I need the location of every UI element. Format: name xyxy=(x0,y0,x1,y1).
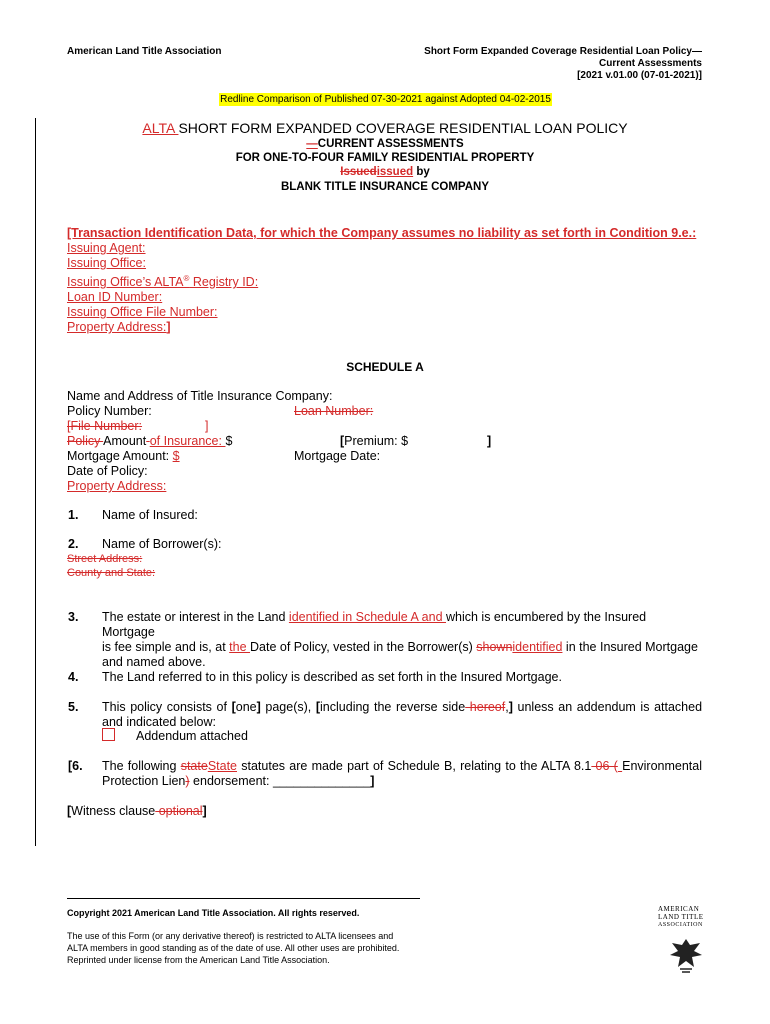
item-3-text xyxy=(102,610,702,670)
item-5-bracket-3: [ xyxy=(315,700,321,714)
premium-dollar: $ xyxy=(401,434,409,448)
witness-label: Witness clause xyxy=(71,804,156,818)
property-address-inserted: Property Address: xyxy=(67,479,167,493)
item-4-number: 4. xyxy=(68,670,79,684)
item-3 xyxy=(0,610,770,669)
item-1-text: Name of Insured: xyxy=(102,508,198,522)
header-form-sub: Current Assessments xyxy=(598,58,702,69)
file-number-del-close: ] xyxy=(205,419,209,433)
item-5-text xyxy=(102,700,702,730)
file-number-deleted xyxy=(67,419,385,434)
policy-title xyxy=(0,120,770,137)
registry-post: Registry ID: xyxy=(189,275,259,290)
schedule-a-heading: SCHEDULE A xyxy=(346,360,424,374)
policy-deleted: Policy xyxy=(67,434,104,448)
addendum-checkbox[interactable] xyxy=(102,728,115,741)
title-current-assessments: CURRENT ASSESSMENTS xyxy=(317,138,464,150)
premium-open-bracket: [ xyxy=(340,434,345,448)
title-by: by xyxy=(413,166,430,178)
item-6 xyxy=(0,759,770,789)
policy-number-label: Policy Number: xyxy=(67,404,152,418)
item-5-a1: This policy consists of xyxy=(102,700,232,714)
item-5-bracket-4: ] xyxy=(508,700,513,714)
footer-line-2: ALTA members in good standing as of the date of use. All other uses are prohibited. xyxy=(67,943,400,953)
logo-line-2: LAND TITLE xyxy=(658,913,704,921)
item-5-number: 5. xyxy=(68,700,79,714)
mortgage-amount-row xyxy=(67,449,180,464)
transaction-close-bracket: ] xyxy=(166,320,171,335)
title-company: BLANK TITLE INSURANCE COMPANY xyxy=(280,181,490,193)
transaction-heading: [Transaction Identification Data, for which the Company assumes no liability as set forth in Condition 9.e.: xyxy=(67,226,697,240)
item-6-text xyxy=(102,759,702,789)
company-name-label: Name and Address of Title Insurance Company: xyxy=(67,389,333,403)
title-alta-insert: ALTA xyxy=(142,120,179,136)
title-issued-deleted: Issued xyxy=(340,166,377,178)
item-1 xyxy=(0,508,770,523)
item-5-a2: page(s), xyxy=(260,700,316,714)
item-5-a3: including the reverse side xyxy=(320,700,466,714)
premium-close-bracket: ] xyxy=(487,434,492,448)
logo-line-3: ASSOCIATION xyxy=(658,922,703,928)
title-line-4 xyxy=(0,165,770,179)
title-main: SHORT FORM EXPANDED COVERAGE RESIDENTIAL LOAN POLICY xyxy=(178,120,628,136)
change-bar xyxy=(35,118,36,846)
title-issued-inserted: issued xyxy=(376,166,414,178)
date-of-policy-label: Date of Policy: xyxy=(67,464,148,478)
footer-line-3: Reprinted under license from the American Land Title Association. xyxy=(67,955,330,965)
issuing-office-field: Issuing Office: xyxy=(67,256,146,270)
item-4-text: The Land referred to in this policy is described as set forth in the Insured Mortgage. xyxy=(102,670,562,684)
premium-label: Premium: xyxy=(344,434,402,448)
transaction-data-block xyxy=(67,226,717,335)
item-3-c: and named above. xyxy=(102,655,206,669)
mortgage-dollar-inserted: $ xyxy=(172,449,180,463)
footer-notice xyxy=(67,930,399,966)
item-3-b2: Date of Policy, vested in the Borrower(s) xyxy=(250,640,477,654)
item-5-bracket-1: [ xyxy=(231,700,236,714)
item-2 xyxy=(0,537,770,552)
title-line-2 xyxy=(0,137,770,151)
item-6-a1: The following xyxy=(102,759,181,773)
item-5-b: and indicated below: xyxy=(102,715,216,729)
item-6-blank: ______________ xyxy=(272,774,371,788)
witness-close-bracket: ] xyxy=(202,804,207,818)
item-5-a5: unless an addendum is attached xyxy=(512,700,703,714)
title-line-3: FOR ONE-TO-FOUR FAMILY RESIDENTIAL PROPERTY xyxy=(235,152,535,164)
property-address-field xyxy=(67,320,717,335)
item-3-identified-inserted: identified xyxy=(512,640,563,654)
alta-logo xyxy=(658,905,708,975)
property-address-label: Property Address: xyxy=(67,320,167,335)
header-version: [2021 v.01.00 (07-01-2021)] xyxy=(577,70,702,81)
amount-label: Amount xyxy=(103,434,147,448)
footer-divider xyxy=(67,898,420,899)
loan-id-field: Loan ID Number: xyxy=(67,290,163,305)
item-2-number: 2. xyxy=(68,537,79,551)
file-number-del-text: [File Number: xyxy=(67,419,143,433)
street-address-deleted: Street Address: xyxy=(67,553,143,565)
witness-clause xyxy=(67,804,207,819)
item-2-text: Name of Borrower(s): xyxy=(102,537,222,551)
header-org: American Land Title Association xyxy=(67,46,222,57)
item-3-a1: The estate or interest in the Land xyxy=(102,610,289,624)
premium-row xyxy=(340,434,408,449)
item-6-b1: Protection Lien xyxy=(102,774,186,788)
eagle-icon xyxy=(666,935,706,975)
item-3-a2: which is encumbered by the Insured Mortgage xyxy=(102,610,647,639)
of-insurance-inserted: of Insurance: xyxy=(149,434,226,448)
item-5-hereof-deleted: hereof xyxy=(465,700,506,714)
file-number-field: Issuing Office File Number: xyxy=(67,305,218,320)
registry-mark: ® xyxy=(183,274,190,283)
item-5-one: one xyxy=(235,700,257,714)
amount-of-insurance-row xyxy=(67,434,232,449)
addendum-label: Addendum attached xyxy=(136,729,248,743)
item-6-number: [6. xyxy=(68,759,83,773)
item-3-shown-deleted: shown xyxy=(476,640,513,654)
county-state-deleted: County and State: xyxy=(67,567,156,579)
registry-pre: Issuing Office’s ALTA xyxy=(67,275,184,290)
item-3-b1: is fee simple and is, at xyxy=(102,640,230,654)
item-3-number: 3. xyxy=(68,610,79,624)
item-3-the-inserted: the xyxy=(229,640,251,654)
item-6-a3: Environmental xyxy=(622,759,703,773)
registry-id-field xyxy=(67,271,717,290)
title-dash-insert: — xyxy=(306,138,318,150)
amount-dollar: $ xyxy=(225,434,233,448)
item-3-inserted: identified in Schedule A and xyxy=(288,610,446,624)
item-5-comma: , xyxy=(505,700,509,714)
item-3-b3: in the Insured Mortgage xyxy=(562,640,698,654)
item-6-06-deleted: -06 ( xyxy=(591,759,618,773)
issuing-agent-field: Issuing Agent: xyxy=(67,241,146,255)
header-form-info xyxy=(424,46,702,82)
item-6-close-bracket: ] xyxy=(370,774,375,788)
item-6-b2: endorsement: xyxy=(189,774,273,788)
item-6-a2: statutes are made part of Schedule B, relating to the ALTA 8.1 xyxy=(237,759,592,773)
item-6-paren-deleted: ) xyxy=(185,774,190,788)
mortgage-date-label: Mortgage Date: xyxy=(294,449,381,463)
item-1-number: 1. xyxy=(68,508,79,522)
item-6-state-deleted: state xyxy=(180,759,208,773)
header-form-title: Short Form Expanded Coverage Residential Loan Policy— xyxy=(424,46,702,57)
redline-comparison-banner: Redline Comparison of Published 07-30-2021 against Adopted 04-02-2015 xyxy=(220,94,551,105)
logo-line-1: AMERICAN xyxy=(658,905,700,913)
item-5 xyxy=(0,700,770,730)
item-4 xyxy=(0,670,770,685)
footer-line-1: The use of this Form (or any derivative thereof) is restricted to ALTA licensees and xyxy=(67,931,394,941)
witness-open-bracket: [ xyxy=(67,804,72,818)
mortgage-amount-label: Mortgage Amount: xyxy=(67,449,173,463)
item-6-state-inserted: State xyxy=(207,759,237,773)
item-5-bracket-2: ] xyxy=(256,700,261,714)
footer-copyright: Copyright 2021 American Land Title Association. All rights reserved. xyxy=(67,908,360,918)
witness-optional-deleted: optional xyxy=(155,804,203,818)
loan-number-deleted: Loan Number: xyxy=(294,404,374,418)
